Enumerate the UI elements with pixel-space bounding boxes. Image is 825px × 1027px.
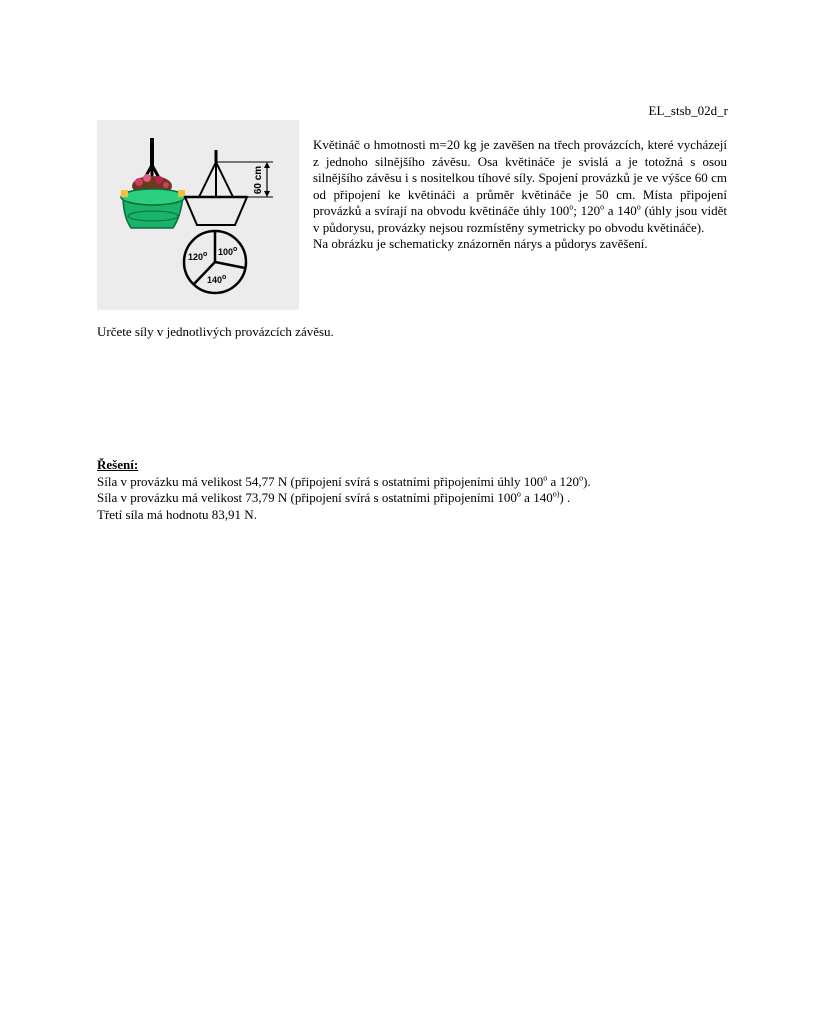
angle-140-label: 140$^o$ bbox=[207, 274, 227, 285]
solution-line-2: Síla v provázku má velikost 73,79 N (připojení svírá s ostatními připojeními 100$^o$ a 140$^{o)}$) . bbox=[97, 489, 571, 505]
angle-100-label: 100$^o$ bbox=[218, 246, 238, 257]
angle-120-label: 120$^o$ bbox=[188, 251, 208, 262]
document-id: EL_stsb_02d_r bbox=[648, 103, 728, 118]
height-label: 60 cm bbox=[253, 165, 264, 195]
solution-section bbox=[97, 457, 727, 523]
task-statement: Určete síly v jednotlivých provázcích závěsu. bbox=[97, 324, 334, 339]
solution-line-3: Třetí síla má hodnotu 83,91 N. bbox=[97, 506, 257, 522]
problem-paragraph-1: Květináč o hmotnosti m=20 kg je zavěšen na třech provázcích, které vycházejí z jednoho silnějšího závěsu. Osa květináče je svislá a je totožná s osou silnějšího závěsu i s nositelkou tíhové síly. Spojení provázků je ve výšce 60 cm od připojení ke květináči a průměr květináče je 50 cm. Místa připojení provázků a svírají na obvodu květináče úhly 100$^o$; 120$^o$ a 140$^o$ (úhly jsou vidět v půdorysu, provázky nejsou rozmístěny symetricky po obvodu květináče). bbox=[313, 137, 727, 235]
figure-svg bbox=[97, 120, 299, 310]
solution-line-1: Síla v provázku má velikost 54,77 N (připojení svírá s ostatními připojeními úhly 100$^o$ a 120$^o$). bbox=[97, 473, 591, 489]
problem-statement bbox=[313, 137, 727, 253]
problem-figure bbox=[97, 120, 299, 310]
solution-heading: Řešení: bbox=[97, 457, 139, 472]
problem-paragraph-2: Na obrázku je schematicky znázorněn nárys a půdorys zavěšení. bbox=[313, 236, 648, 251]
